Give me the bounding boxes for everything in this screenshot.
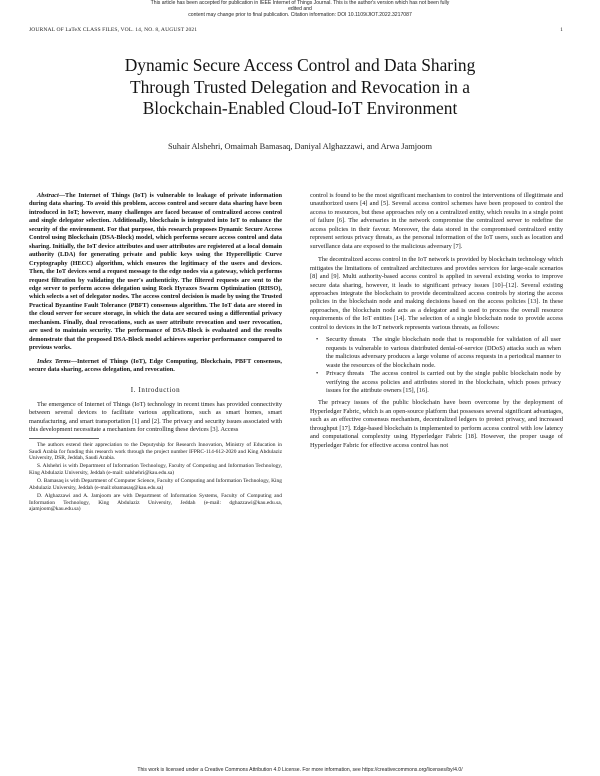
journal-name: JOURNAL OF LaTeX CLASS FILES, VOL. 14, NO. 8, AUGUST 2021 [29,27,198,33]
publication-notice-line1: This article has been accepted for publication in IEEE Internet of Things Journal. This is the author's version which has not been fully edited and [150,0,450,13]
abstract [29,192,282,353]
paper-title [30,55,570,120]
right-column [310,192,563,450]
footnote-author-alshehri: S. Alshehri is with Department of Information Technology, Faculty of Computing and Information Technology, King Abdulaziz University, Jeddah (e-mail: salshehri@kau.edu.sa) [29,463,282,477]
footnote-author-bamasaq: O. Bamasaq is with Department of Computer Science, Faculty of Computing and Information Technology, King Abdulaziz University, Jeddah (e-mail:obamasaq@kau.edu.sa) [29,478,282,491]
page-number: 1 [560,27,563,33]
bullet-heading: Privacy threats [326,370,365,378]
license-footer: This work is licensed under a Creative Commons Attribution 4.0 License. For more information, see https://creativecommons.org/licenses/by/4.0/ [137,767,463,773]
list-item [310,370,563,395]
footnote-divider [29,438,99,439]
paper-title-line2: Through Trusted Delegation and Revocation in a [129,76,471,97]
list-item [310,336,563,370]
index-terms [29,358,282,375]
body-paragraph: control is found to be the most significant mechanism to control the interventions of illegitimate and unauthorized users [4] and [5]. Several access control schemes have been proposed to control the access to resources, but these approaches rely on a centralized entity, which results in a single point of failure [6]. The adversaries in the network compromise the centralized server to redefine the access policies in their favour. Moreover, the data stored in the compromised centralized entity represent serious privacy threats, as the personal information of the IoT users, such as location and surveillance data are exposed to the malicious adversary [7]. [310,192,563,250]
bullet-text: The access control is carried out by the single public blockchain node by verifying the access policies and attributes stored in the blockchain, which poses privacy issues for the attribute owners [15], [16]. [326,370,561,394]
publication-notice-line2: content may change prior to final publication. Citation information: DOI 10.1109/JIOT.2022.3217087 [188,12,412,19]
introduction-heading: I. Introduction [130,385,181,394]
footnote-author-alghazzawi-jamjoom: D. Alghazzawi and A. Jamjoom are with Department of Information Systems, Faculty of Computing and Information Technology, King Abdulaziz University, Jeddah (e-mail: dghazzawi@kau.edu.sa, ajamjoom@kau.edu.sa) [29,492,282,513]
running-header [29,27,563,33]
paper-title-line1: Dynamic Secure Access Control and Data Sharing [124,55,476,75]
abstract-text: —The Internet of Things (IoT) is vulnerable to leakage of private information during data sharing. To avoid this problem, access control and secure data sharing have been introduced in IoT; however, many challenges are faced because of centralized access control and single delegator selection. Additionally, blockchain is integrated into IoT to enhance the security of the environment. For that purpose, this research proposes Dynamic Secure Access Control using Blockchain (DSA-Block) model, which performs secure access control and data sharing. Initially, the IoT device attributes and user attributes are registered at a local domain authority (LDA) for generating private and public keys using the Hyperelliptic Curve Cryptography (HECC) algorithm, which ensures the legitimacy of the users and devices. Then, the IoT devices send a request message to the edge nodes via a gateway, which performs request filtration by validating the user's authenticity. The filtered requests are sent to the edge server to perform access delegation using Rock Hyraxes Swarm Optimization (RHSO), which selects a set of delegator nodes. The access control decision is made by using the Trusted Practical Byzantine Fault Tolerance (PBFT) consensus algorithm. The IoT data are stored in the cloud server for secure storage, in which the data are secured using a differential privacy mechanism. Finally, dual revocations, such as user attribute revocation and user revocation, are used to maintain security. The performance of DSA-Block is evaluated and the results demonstrate that the proposed DSA-Block model achieves superior performance compared to previous works. [29,192,282,352]
threat-list [310,336,563,395]
index-terms-text: —Internet of Things (IoT), Edge Computing, Blockchain, PBFT consensus, secure data sharing, access delegation, and revocation. [29,357,282,374]
body-paragraph: The privacy issues of the public blockchain have been overcome by the deployment of Hyperledger Fabric, which is an open-source platform that possesses several significant advantages, such as an effective consensus mechanism, decentralized ledgers to protect privacy, and increased throughput [17]. Edge-based blockchain is implemented to perform access control with low latency and computational complexity using Hyperledger Fabric [18]. However, the proper usage of Hyperledger Fabric for effective access control has not [310,399,563,449]
bullet-text: The single blockchain node that is responsible for validation of all user requests is vulnerable to various distributed denial-of-service (DDoS) attacks such as when the malicious adversary produces a large volume of access requests in a periodical manner to waste the resources of the blockchain node. [326,336,562,369]
left-column [29,192,282,513]
publication-notice [150,0,450,19]
paper-title-line3: Blockchain-Enabled Cloud-IoT Environment [142,98,458,119]
bullet-heading: Security threats [326,336,367,344]
abstract-label: Abstract [37,192,59,199]
index-terms-label: Index Terms [37,357,71,365]
introduction-paragraph: The emergence of Internet of Things (IoT) technology in recent times has provided connectivity between several devices to facilitate various applications, such as smart homes, smart manufacturing, and smart transportation [1] and [2]. The privacy and security issues associated with this development necessitate a mechanism for controlling these devices [3]. Access [29,400,282,434]
author-list: Suhair Alshehri, Omaimah Bamasaq, Daniyal Alghazzawi, and Arwa Jamjoom [168,142,432,151]
body-paragraph: The decentralized access control in the IoT network is provided by blockchain technology which mitigates the limitations of centralized architectures and provides services for large-scale scenarios [8] and [9]. Multi authority-based access control is applied in several existing works to improve secure data sharing, however, it leads to significant privacy issues [10]–[12]. Several existing approaches integrate the blockchain to provide decentralized access controls by storing the access policies in the blockchain node and making decisions based on the access policies [13]. In these approaches, the blockchain node acts as a delegator and is used to process the overall resource requirements of the IoT entities [14]. The selection of a single blockchain node to provide access control to devices in the IoT network represents various threats, as follows: [310,256,563,331]
footnote-funding: The authors extend their appreciation to the Deputyship for Research Innovation, Ministry of Education in Saudi Arabia for funding this research work through the project number IFPRC-114-612-2020 and King Abdulaziz University, DSR, Jeddah, Saudi Arabia. [29,441,282,462]
